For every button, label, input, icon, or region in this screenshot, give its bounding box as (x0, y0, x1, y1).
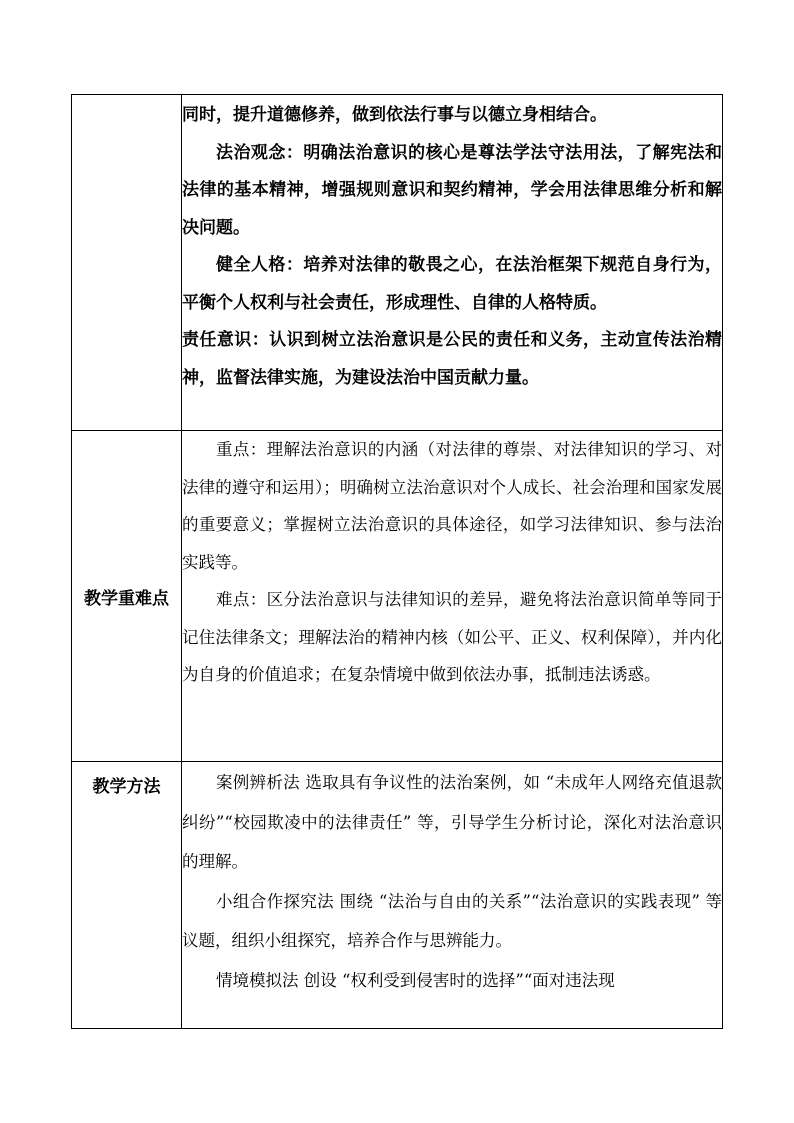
table-row-key-difficult-points (72, 431, 723, 762)
method-description: 围绕 “法治与自由的关系”“法治意识的实践表现” 等议题，组织小组探究，培养合作与思辨能力。 (182, 891, 723, 950)
label-cell-key-points (72, 431, 182, 762)
method-name: 小组合作探究法 (216, 891, 334, 911)
paragraph-scenario-simulation-method (182, 961, 722, 1001)
content-cell-teaching-methods (182, 762, 723, 1029)
method-description: 创设 “权利受到侵害时的选择”“面对违法现 (298, 970, 615, 990)
paragraph-sense-of-responsibility: 责任意识：认识到树立法治意识是公民的责任和义务，主动宣传法治精神，监督法律实施，为建设法治中国贡献力量。 (182, 330, 722, 388)
content-cell-core-literacy (182, 95, 723, 431)
paragraph-case-analysis-method (182, 763, 722, 882)
label-cell-empty (72, 95, 182, 431)
paragraph-continuation: 同时，提升道德修养，做到依法行事与以德立身相结合。 (182, 105, 607, 125)
content-cell-key-points (182, 431, 723, 762)
table-row-teaching-methods (72, 762, 723, 1029)
table-row-core-literacy (72, 95, 723, 431)
paragraph-group-inquiry-method (182, 882, 722, 961)
method-name: 情境模拟法 (216, 970, 299, 990)
paragraph-sound-personality: 健全人格：培养对法律的敬畏之心，在法治框架下规范自身行为，平衡个人权利与社会责任，形成理性、自律的人格特质。 (182, 255, 722, 313)
paragraph-key-point: 重点：理解法治意识的内涵（对法律的尊崇、对法律知识的学习、对法律的遵守和运用）；明确树立法治意识对个人成长、社会治理和国家发展的重要意义；掌握树立法治意识的具体途径，如学习法律知识、参与法治实践等。 (182, 440, 722, 572)
method-description: 选取具有争议性的法治案例，如 “未成年人网络充值退款纠纷”“校园欺凌中的法律责任” 等，引导学生分析讨论，深化对法治意识的理解。 (182, 773, 722, 871)
paragraph-rule-of-law-concept: 法治观念：明确法治意识的核心是尊法学法守法用法，了解宪法和法律的基本精神，增强规则意识和契约精神，学会用法律思维分析和解决问题。 (182, 142, 722, 238)
row-label-key-points: 教学重难点 (84, 588, 169, 609)
lesson-plan-table (71, 94, 723, 1029)
label-cell-teaching-methods (72, 762, 182, 1029)
paragraph-difficult-point: 难点：区分法治意识与法律知识的差异，避免将法治意识简单等同于记住法律条文；理解法治的精神内核（如公平、正义、权利保障），并内化为自身的价值追求；在复杂情境中做到依法办事，抵制违法诱惑。 (182, 590, 722, 684)
row-label-teaching-methods: 教学方法 (92, 777, 161, 797)
method-name: 案例辨析法 (216, 773, 300, 792)
